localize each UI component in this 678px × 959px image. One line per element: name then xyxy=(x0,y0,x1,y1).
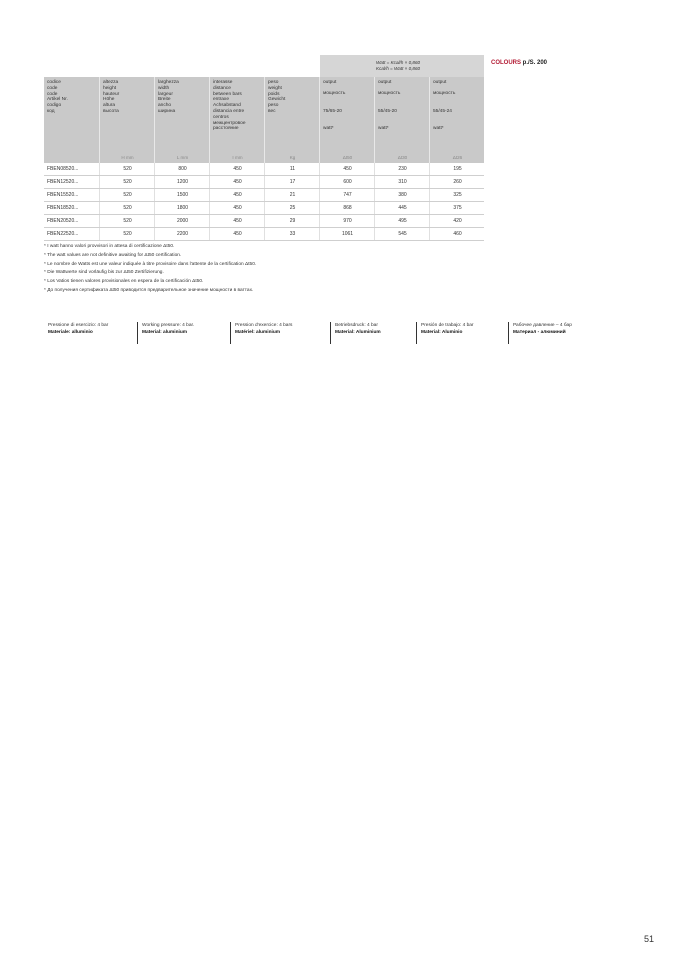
cell-weight: 17 xyxy=(264,176,320,188)
cell-weight: 25 xyxy=(264,202,320,214)
cell-height: 520 xyxy=(99,176,155,188)
header-output-2 xyxy=(374,77,430,163)
header-height-ru: высота xyxy=(103,108,119,114)
output-1-label: output xyxy=(323,80,337,85)
pressure-cell-en xyxy=(137,322,230,344)
cell-height: 520 xyxy=(99,202,155,214)
cell-distance: 450 xyxy=(209,163,265,175)
header-distance-unit: I mm xyxy=(232,155,243,161)
pressure-it: Pressione di esercizio: 4 bar xyxy=(48,323,109,328)
material-fr: Matériel: aluminium xyxy=(235,330,281,335)
cell-code: FBEN22520... xyxy=(47,231,79,237)
output-3-watt: watt* xyxy=(433,126,444,131)
cell-width: 1200 xyxy=(154,176,210,188)
cell-output-2: 545 xyxy=(374,228,430,240)
header-width xyxy=(154,77,210,163)
cell-weight: 29 xyxy=(264,215,320,227)
pressure-material-strip xyxy=(44,322,584,344)
cell-output-1: 1061 xyxy=(319,228,375,240)
pressure-fr: Pression d'exercice: 4 bars xyxy=(235,323,293,328)
table-row xyxy=(44,189,484,202)
header-weight-ru: вес xyxy=(268,108,276,114)
cell-width: 1500 xyxy=(154,189,210,201)
cell-output-2: 445 xyxy=(374,202,430,214)
colours-reference[interactable] xyxy=(491,60,547,66)
header-distance-es-2: centros xyxy=(213,114,229,120)
output-2-unit: Δt30 xyxy=(397,155,408,161)
cell-output-2: 495 xyxy=(374,215,430,227)
cell-distance: 450 xyxy=(209,176,265,188)
header-height-it: altezza xyxy=(103,80,119,85)
cell-output-3: 420 xyxy=(429,215,485,227)
header-weight-es: peso xyxy=(268,103,279,109)
output-1-watt: watt* xyxy=(323,126,334,131)
header-code-lines xyxy=(47,80,97,115)
output-3-unit: Δt26 xyxy=(452,155,463,161)
header-width-it: larghezza xyxy=(158,80,179,85)
header-output-1 xyxy=(319,77,375,163)
header-height-unit: H mm xyxy=(121,155,134,161)
cell-height: 520 xyxy=(99,189,155,201)
conversion-line-1: Watt = Kcal/h × 0,860 xyxy=(376,60,421,65)
material-it: Materiale: alluminio xyxy=(48,330,93,335)
output-3-label-ru: мощность xyxy=(433,91,456,96)
cell-code: FBEN12520... xyxy=(47,179,79,185)
table-row xyxy=(44,163,484,176)
header-code-it: codice xyxy=(47,80,61,85)
material-es: Material: Aluminio xyxy=(421,330,463,335)
cell-output-3: 195 xyxy=(429,163,485,175)
cell-code: FBEN08520... xyxy=(47,166,79,172)
cell-width: 2000 xyxy=(154,215,210,227)
cell-weight: 11 xyxy=(264,163,320,175)
cell-output-2: 380 xyxy=(374,189,430,201)
cell-code: FBEN15520... xyxy=(47,192,79,198)
header-height-de: Höhe xyxy=(103,97,115,103)
footnote-it: * I watt hanno valori provvisori in attesa di certificazione Δt50. xyxy=(44,244,175,249)
footnote-es: * Los Vatios tienen valores provisionales en espera de la certificación Δt50. xyxy=(44,279,204,285)
cell-height: 520 xyxy=(99,215,155,227)
pressure-cell-de xyxy=(330,322,416,344)
material-ru: Материал - алюминий xyxy=(513,330,566,335)
header-width-ru: ширина xyxy=(158,108,176,114)
output-2-watt: watt* xyxy=(378,126,389,131)
table-header xyxy=(44,77,484,163)
conversion-box xyxy=(320,55,484,77)
pressure-en: Working pressure: 4 bar. xyxy=(142,323,195,328)
header-width-es: ancho xyxy=(158,103,172,109)
cell-output-1: 868 xyxy=(319,202,375,214)
cell-output-1: 600 xyxy=(319,176,375,188)
header-code-fr: code xyxy=(47,91,58,97)
colours-word: COLOURS xyxy=(491,60,521,66)
cell-height: 520 xyxy=(99,163,155,175)
cell-output-2: 230 xyxy=(374,163,430,175)
header-height xyxy=(99,77,155,163)
cell-distance: 450 xyxy=(209,189,265,201)
cell-output-2: 310 xyxy=(374,176,430,188)
header-output-3 xyxy=(429,77,485,163)
pressure-ru: Рабочее давление – 4 бар xyxy=(513,323,572,328)
cell-output-3: 325 xyxy=(429,189,485,201)
cell-width: 2200 xyxy=(154,228,210,240)
footnote-en: * The watt values are not definitive awaiting for Δt50 certification. xyxy=(44,252,182,258)
footnote-ru: * До получения сертификата Δt50 приводится предварительное значение мощности в ваттах. xyxy=(44,287,254,293)
conversion-line-2: Kcal/h = Watt × 0,860 xyxy=(376,66,421,71)
header-width-unit: L mm xyxy=(176,155,189,161)
output-3-label: output xyxy=(433,80,447,85)
header-weight-fr: poids xyxy=(268,91,280,97)
cell-output-1: 747 xyxy=(319,189,375,201)
output-1-label-ru: мощность xyxy=(323,91,346,96)
material-en: Material: aluminium xyxy=(142,330,188,335)
output-3-temp: 55/45-24 xyxy=(433,109,452,114)
header-distance-ru-2: расстояние xyxy=(213,126,239,132)
header-width-en: width xyxy=(158,85,170,91)
header-distance-es-1: distancia entre xyxy=(213,108,245,114)
footnote-fr: * Le nombre de Watts est une valeur indiquée à titre provisoire dans l'attente de la certification Δt50. xyxy=(44,261,257,267)
cell-width: 1800 xyxy=(154,202,210,214)
cell-distance: 450 xyxy=(209,202,265,214)
header-weight-en: weight xyxy=(268,85,282,91)
cell-weight: 33 xyxy=(264,228,320,240)
output-2-label-ru: мощность xyxy=(378,91,401,96)
pressure-cell-ru xyxy=(508,322,584,344)
header-distance-de: Achsabstand xyxy=(213,103,241,109)
header-distance-it: interasse xyxy=(213,80,233,85)
colours-page-ref: p./S. 200 xyxy=(522,60,548,66)
pressure-cell-it xyxy=(44,322,137,344)
footnote-de: * Die Wattwerte sind vorläufig bis zur Δt50 Zertifizierung. xyxy=(44,270,164,276)
header-width-fr: largeur xyxy=(158,91,173,97)
table-row xyxy=(44,176,484,189)
cell-distance: 450 xyxy=(209,215,265,227)
material-de: Material: Aluminium xyxy=(335,330,381,335)
pressure-cell-fr xyxy=(230,322,330,344)
cell-code: FBEN20520... xyxy=(47,218,79,224)
pressure-cell-es xyxy=(416,322,508,344)
footnotes xyxy=(44,243,256,296)
header-code-de: Artikel Nr. xyxy=(47,97,68,103)
header-weight-de: Gewicht xyxy=(268,97,286,103)
cell-output-3: 460 xyxy=(429,228,485,240)
header-code-es: codigo xyxy=(47,103,62,109)
output-2-label: output xyxy=(378,80,392,85)
cell-height: 520 xyxy=(99,228,155,240)
cell-weight: 21 xyxy=(264,189,320,201)
header-weight-unit: Kg xyxy=(289,155,296,161)
header-distance-ru-1: межцентровое xyxy=(213,120,246,126)
header-height-es: altura xyxy=(103,103,115,109)
header-height-en: height xyxy=(103,85,117,91)
header-distance-fr: entraxe xyxy=(213,97,229,103)
header-distance xyxy=(209,77,265,163)
header-weight-it: peso xyxy=(268,80,279,85)
output-2-temp: 55/45-20 xyxy=(378,109,397,114)
output-1-unit: Δt50 xyxy=(342,155,353,161)
header-width-de: Breite xyxy=(158,97,171,103)
header-code-ru: код xyxy=(47,108,55,114)
header-weight xyxy=(264,77,320,163)
header-height-fr: hauteur xyxy=(103,91,120,97)
cell-output-1: 450 xyxy=(319,163,375,175)
cell-output-3: 375 xyxy=(429,202,485,214)
page-number: 51 xyxy=(644,934,655,944)
table-row xyxy=(44,215,484,228)
cell-width: 800 xyxy=(154,163,210,175)
header-distance-en-2: between bars xyxy=(213,91,242,97)
table-row xyxy=(44,228,484,241)
cell-output-1: 970 xyxy=(319,215,375,227)
cell-code: FBEN18520... xyxy=(47,205,79,211)
cell-output-3: 260 xyxy=(429,176,485,188)
output-1-temp: 75/65-20 xyxy=(323,109,342,114)
table-row xyxy=(44,202,484,215)
header-distance-en-1: distance xyxy=(213,85,231,91)
header-code xyxy=(44,77,99,163)
table-body xyxy=(44,163,484,241)
cell-distance: 450 xyxy=(209,228,265,240)
header-code-en: code xyxy=(47,85,58,91)
pressure-de: Betriebsdruck: 4 bar xyxy=(335,323,378,328)
pressure-es: Presión de trabajo: 4 bar xyxy=(421,323,474,328)
